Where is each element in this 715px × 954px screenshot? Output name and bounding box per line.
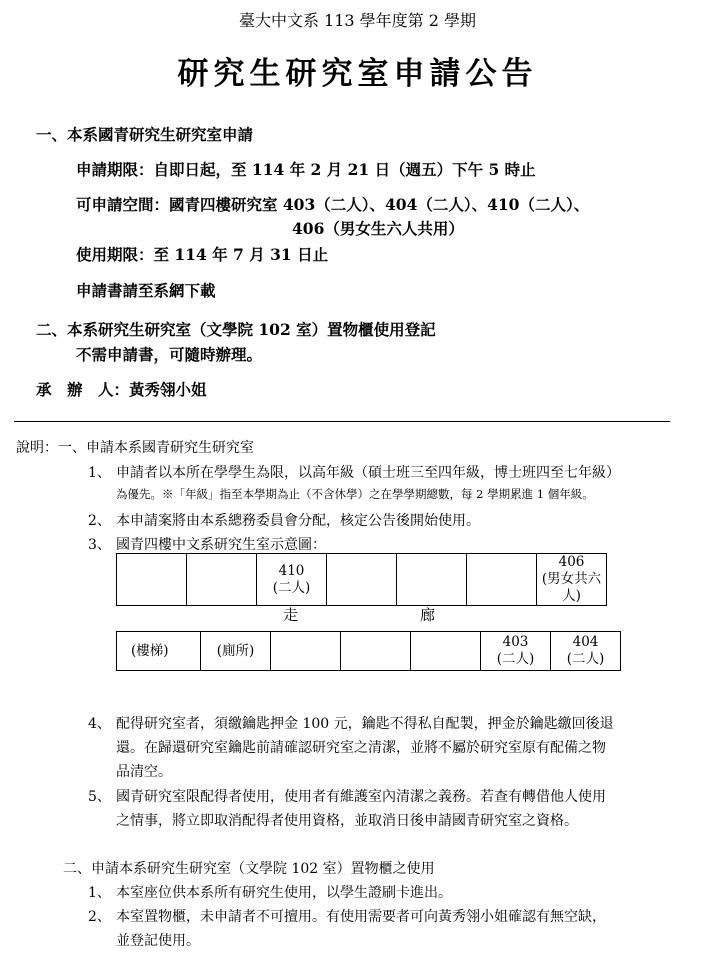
section2-heading: 二、本系研究生研究室（文學院 102 室）置物櫃使用登記 bbox=[36, 320, 436, 339]
room-410 bbox=[257, 554, 327, 606]
room-cell bbox=[411, 632, 481, 671]
divider bbox=[14, 421, 670, 422]
room-404-number: 404 bbox=[572, 634, 599, 650]
note1-line1: 申請者以本所在學學生為限，以高年級（碩士班三至四年級，博士班四至七年級） bbox=[116, 465, 620, 481]
room-410-capacity: (二人) bbox=[272, 579, 311, 596]
room-403-number: 403 bbox=[502, 634, 529, 650]
floor-plan-bottom-row bbox=[116, 631, 621, 671]
note1-number: 1、 bbox=[88, 465, 111, 481]
room-406-capacity: (男女共六人) bbox=[541, 571, 602, 604]
room-403-capacity: (二人) bbox=[496, 651, 535, 667]
contact-label: 承 辦 人 bbox=[36, 380, 114, 399]
corridor-label-2: 廊 bbox=[420, 606, 436, 624]
usage-period: 使用期限：至 114 年 7 月 31 日止 bbox=[76, 245, 329, 264]
corridor-label-1: 走 bbox=[283, 606, 299, 624]
stairs: (樓梯) bbox=[117, 632, 201, 671]
room-cell bbox=[467, 554, 537, 606]
available-spaces: 可申請空間：國青四樓研究室 403（二人）、404（二人）、410（二人）、 bbox=[76, 195, 590, 214]
section1-heading: 一、本系國青研究生研究室申請 bbox=[36, 125, 254, 144]
room-406-number: 406 bbox=[558, 554, 585, 570]
room-404-capacity: (二人) bbox=[566, 651, 605, 667]
floor-plan-top-row bbox=[116, 553, 607, 606]
note5-line2: 之情事，將立即取消配得者使用資格，並取消日後申請國青研究室之資格。 bbox=[116, 813, 578, 829]
available-spaces-cont: 406（男女生六人共用） bbox=[292, 219, 464, 238]
room-cell bbox=[341, 632, 411, 671]
download-note: 申請書請至系網下載 bbox=[76, 281, 216, 300]
note2-number: 2、 bbox=[88, 513, 111, 529]
part2-note1-number: 1、 bbox=[88, 885, 111, 901]
room-cell bbox=[187, 554, 257, 606]
part2-note2-line2: 並登記使用。 bbox=[116, 933, 200, 949]
room-404 bbox=[551, 632, 621, 671]
note4-line2: 還。在歸還研究室鑰匙前請確認研究室之清潔，並將不屬於研究室原有配備之物 bbox=[116, 740, 606, 756]
note1-line2: 為優先。※「年級」指至本學期為止（不含休學）之在學學期總數，每 2 學期累進 1 個年級。 bbox=[116, 487, 594, 501]
note5-number: 5、 bbox=[88, 789, 111, 805]
room-cell bbox=[397, 554, 467, 606]
room-406 bbox=[537, 554, 607, 606]
note4-number: 4、 bbox=[88, 716, 111, 732]
section2-note: 不需申請書，可隨時辦理。 bbox=[76, 345, 263, 364]
toilet: (廁所) bbox=[201, 632, 271, 671]
note3-number: 3、 bbox=[88, 537, 111, 553]
contact-name: ：黃秀翎小姐 bbox=[113, 380, 207, 399]
note4-line1: 配得研究室者，須繳鑰匙押金 100 元，鑰匙不得私自配製，押金於鑰匙繳回後退 bbox=[116, 716, 614, 732]
room-cell bbox=[327, 554, 397, 606]
note5-line1: 國青研究室限配得者使用，使用者有維護室內清潔之義務。若查有轉借他人使用 bbox=[116, 789, 606, 805]
semester-subtitle: 臺大中文系 113 學年度第 2 學期 bbox=[238, 11, 477, 30]
room-cell bbox=[271, 632, 341, 671]
notes-part2-heading: 二、申請本系研究生研究室（文學院 102 室）置物櫃之使用 bbox=[63, 861, 435, 877]
room-cell bbox=[117, 554, 187, 606]
note2-text: 本申請案將由本系總務委員會分配，核定公告後開始使用。 bbox=[116, 513, 480, 529]
part2-note2-number: 2、 bbox=[88, 909, 111, 925]
note4-line3: 品清空。 bbox=[116, 764, 172, 780]
contact-person bbox=[36, 378, 207, 400]
part2-note1-text: 本室座位供本系所有研究生使用，以學生證刷卡進出。 bbox=[116, 885, 452, 901]
page-title: 研究生研究室申請公告 bbox=[177, 56, 538, 92]
room-410-number: 410 bbox=[278, 562, 305, 579]
room-403 bbox=[481, 632, 551, 671]
note3-text: 國青四樓中文系研究生室示意圖： bbox=[116, 537, 326, 553]
notes-intro: 說明：一、申請本系國青研究生研究室 bbox=[16, 440, 254, 456]
application-period: 申請期限：自即日起，至 114 年 2 月 21 日（週五）下午 5 時止 bbox=[76, 160, 536, 179]
part2-note2-line1: 本室置物櫃，未申請者不可擅用。有使用需要者可向黃秀翎小姐確認有無空缺， bbox=[116, 909, 606, 925]
